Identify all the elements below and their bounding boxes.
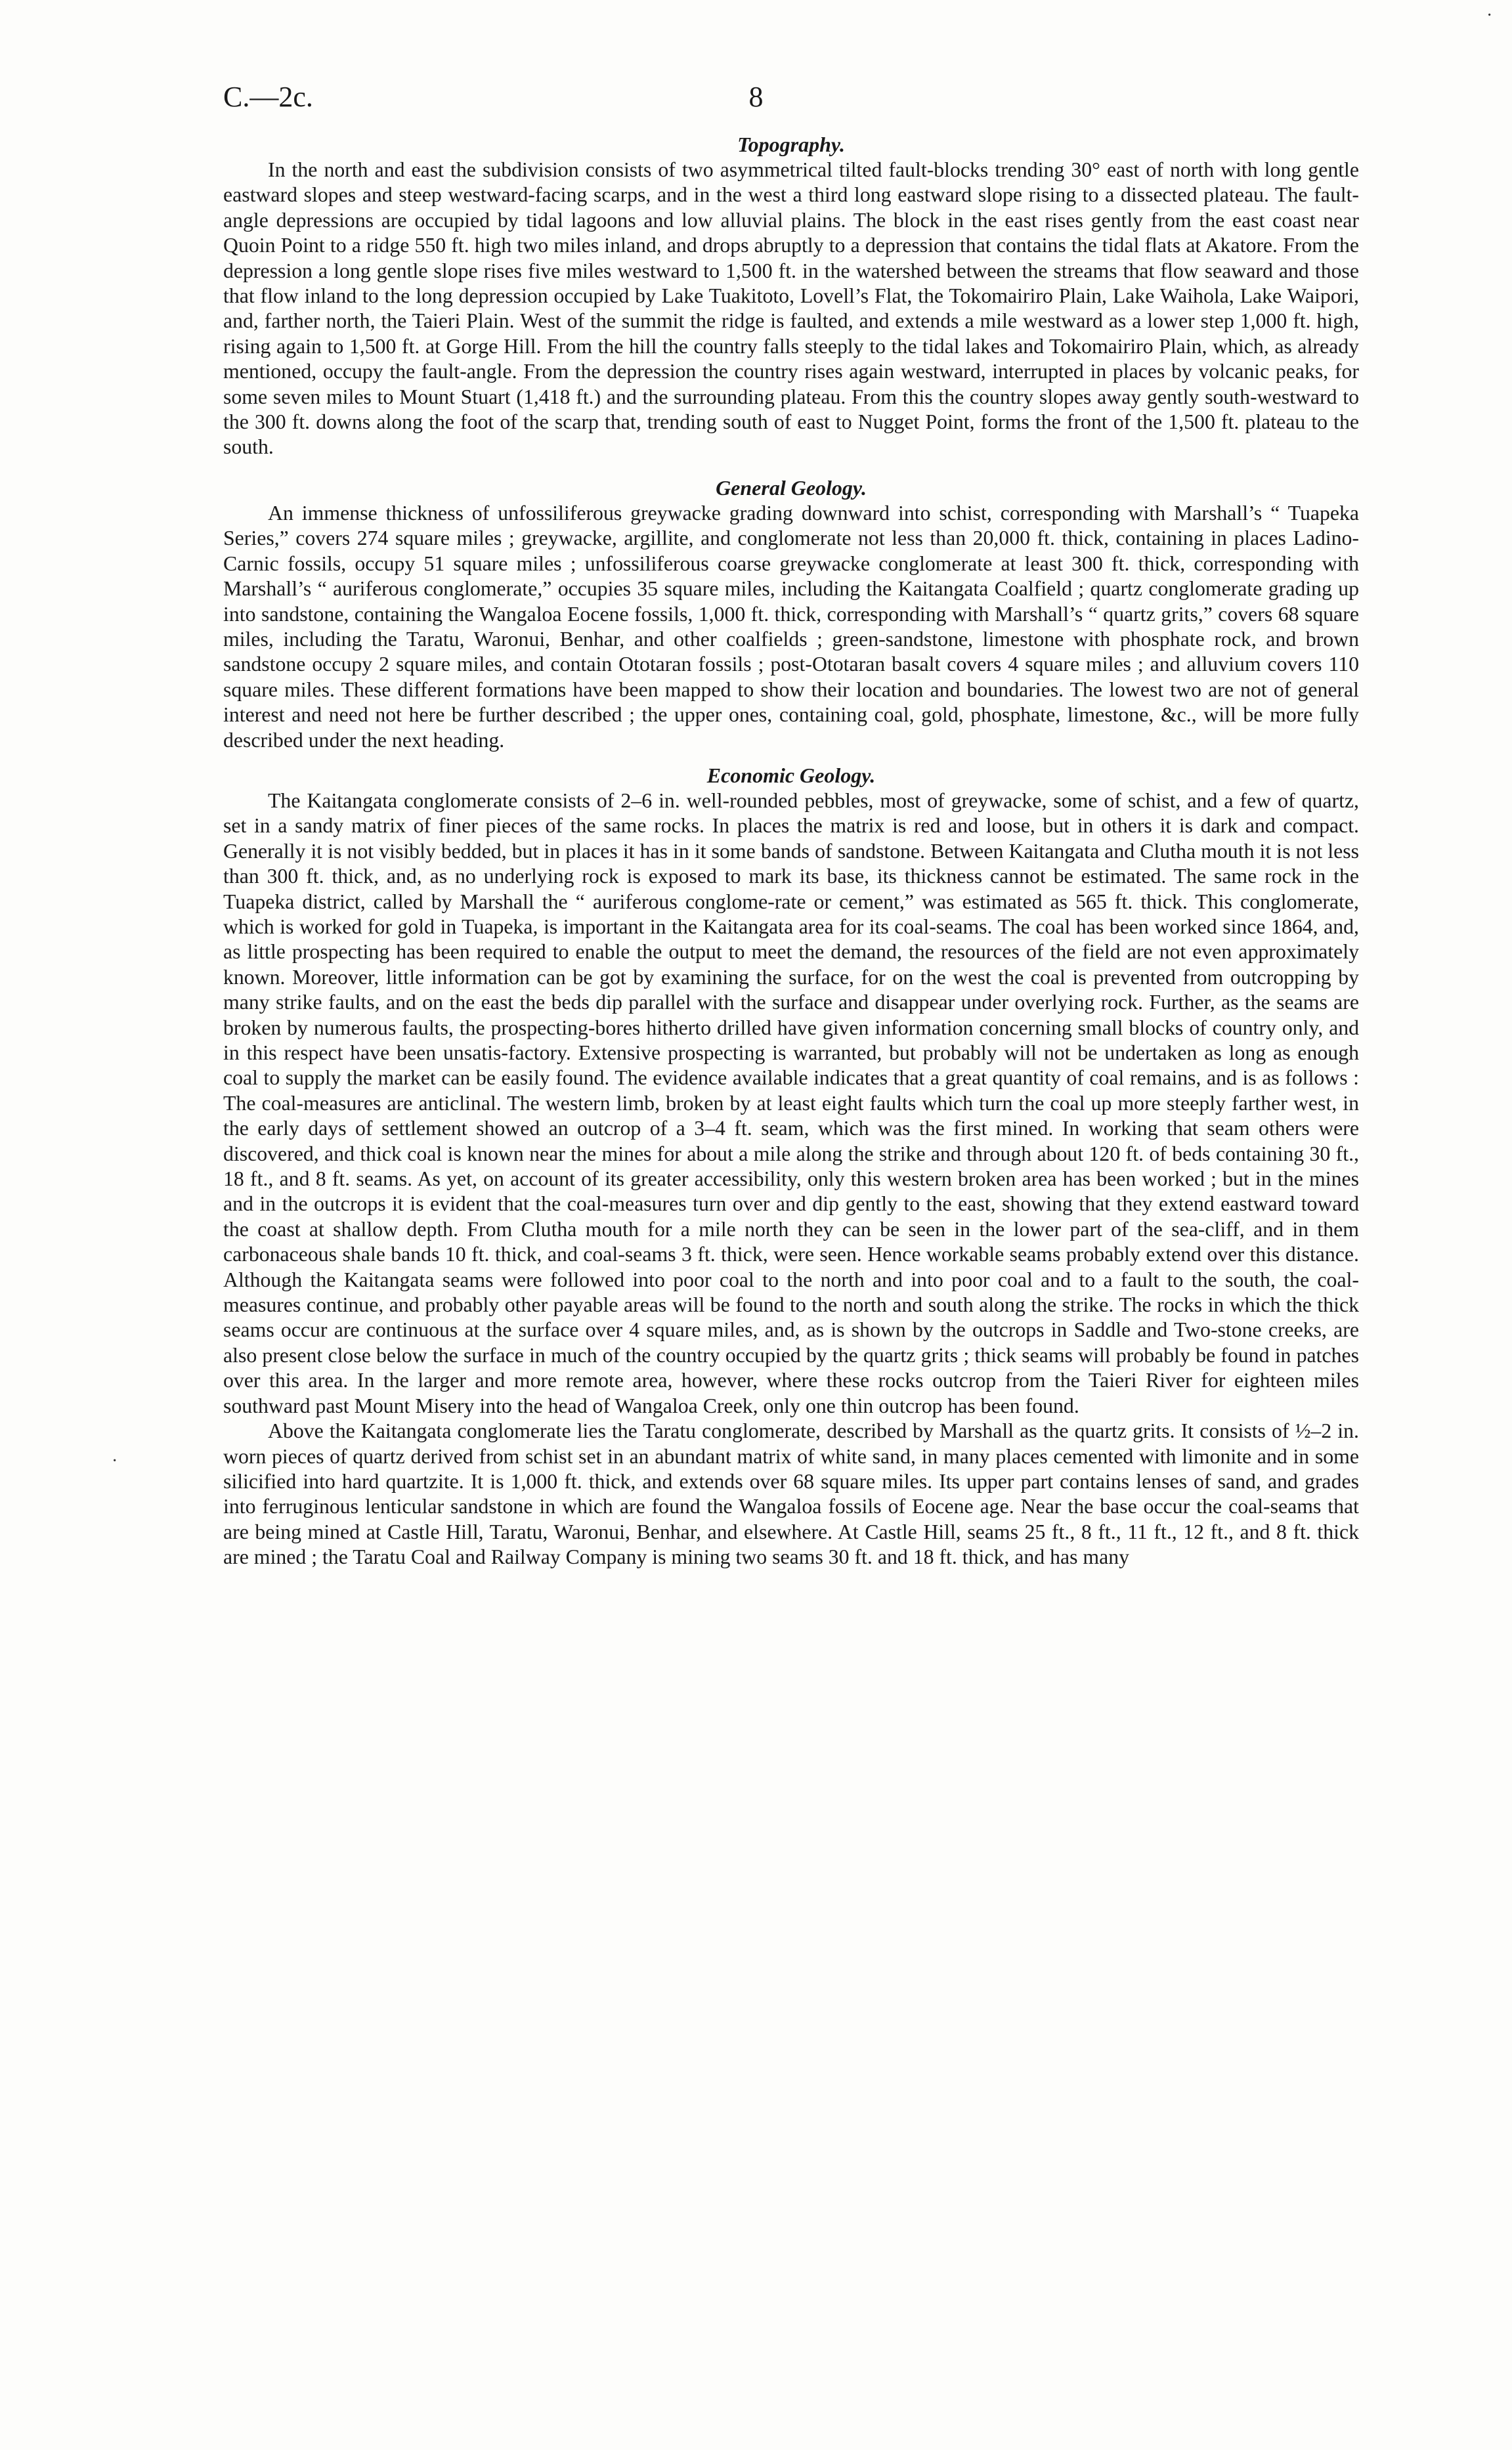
paragraph: In the north and east the subdivision consists of two asymmetrical tilted fault-blocks trending 30° east of north with long gentle eastward slopes and steep westward-facing scarps, and in the west a third long eastward slope rising to a dissected plateau. The fault-angle depressions are occupied by tidal lagoons and low alluvial plains. The block in the east rises gently from the east coast near Quoin Point to a ridge 550 ft. high two miles inland, and drops abruptly to a depression that contains the tidal flats at Akatore. From the depression a long gentle slope rises five miles westward to 1,500 ft. in the watershed between the streams that flow seaward and those that flow inland to the long depression occupied by Lake Tuakitoto, Lovell’s Flat, the Tokomairiro Plain, Lake Waihola, Lake Waipori, and, farther north, the Taieri Plain. West of the summit the ridge is faulted, and extends a mile westward as a lower step 1,000 ft. high, rising again to 1,500 ft. at Gorge Hill. From the hill the country falls steeply to the tidal lakes and Tokomairiro Plain, which, as already mentioned, occupy the fault-angle. From the depression the country rises again westward, interrupted in places by volcanic peaks, for some seven miles to Mount Stuart (1,418 ft.) and the surrounding plateau. From this the country slopes away gently south-westward to the 300 ft. downs along the foot of the scarp that, trending south of east to Nugget Point, forms the front of the 1,500 ft. plateau to the south. (223, 158, 1359, 459)
paragraph: An immense thickness of unfossiliferous greywacke grading downward into schist, corresponding with Marshall’s “ Tuapeka Series,” covers 274 square miles ; greywacke, argillite, and conglomerate not less than 20,000 ft. thick, containing in places Ladino-Carnic fossils, occupy 51 square miles ; unfossiliferous coarse greywacke conglomerate at least 300 ft. thick, corresponding with Marshall’s “ auriferous conglomerate,” occupies 35 square miles, including the Kaitangata Coalfield ; quartz conglomerate grading up into sandstone, containing the Wangaloa Eocene fossils, 1,000 ft. thick, corresponding with Marshall’s “ quartz grits,” covers 68 square miles, including the Taratu, Waronui, Benhar, and other coalfields ; green-sandstone, limestone with phosphate rock, and brown sandstone occupy 2 square miles, and contain Ototaran fossils ; post-Ototaran basalt covers 4 square miles ; and alluvium covers 110 square miles. These different formations have been mapped to show their location and boundaries. The lowest two are not of general interest and need not here be further described ; the upper ones, containing coal, gold, phosphate, limestone, &c., will be more fully described under the next heading. (223, 501, 1359, 752)
section-general-geology (223, 475, 1359, 753)
stray-mark: · (1486, 5, 1493, 26)
document-id: C.—2c. (223, 81, 313, 113)
section-heading-general-geology: General Geology. (716, 475, 867, 500)
page-body (223, 131, 1359, 1570)
stray-mark: · (112, 1451, 118, 1471)
paragraph: Above the Kaitangata conglomerate lies the Taratu conglomerate, described by Marshall as the quartz grits. It consists of ½–2 in. worn pieces of quartz derived from schist set in an abundant matrix of white sand, in many places cemented with limonite and in some silicified into hard quartzite. It is 1,000 ft. thick, and extends over 68 square miles. Its upper part contains lenses of sand, and grades into ferruginous lenticular sandstone in which are found the Wangaloa fossils of Eocene age. Near the base occur the coal-seams that are being mined at Castle Hill, Taratu, Waronui, Benhar, and elsewhere. At Castle Hill, seams 25 ft., 8 ft., 11 ft., 12 ft., and 8 ft. thick are mined ; the Taratu Coal and Railway Company is mining two seams 30 ft. and 18 ft. thick, and has many (223, 1419, 1359, 1569)
section-topography (223, 131, 1359, 460)
paragraph: The Kaitangata conglomerate consists of 2–6 in. well-rounded pebbles, most of greywacke, some of schist, and a few of quartz, set in a sandy matrix of finer pieces of the same rocks. In places the matrix is red and loose, but in others it is dark and compact. Generally it is not visibly bedded, but in places it has in it some bands of sandstone. Between Kaitangata and Clutha mouth it is not less than 300 ft. thick, and, as no underlying rock is exposed to mark its base, its thickness cannot be estimated. The same rock in the Tuapeka district, called by Marshall the “ auriferous conglome-rate or cement,” was estimated as 565 ft. thick. This conglomerate, which is worked for gold in Tuapeka, is important in the Kaitangata area for its coal-seams. The coal has been worked since 1864, and, as little prospecting has been required to enable the output to meet the demand, the resources of the field are not even approximately known. Moreover, little information can be got by examining the surface, for on the west the coal is prevented from outcropping by many strike faults, and on the east the beds dip parallel with the surface and disappear under overlying rock. Further, as the seams are broken by numerous faults, the prospecting-bores hitherto drilled have given information concerning small blocks of country only, and in this respect have been unsatis-factory. Extensive prospecting is warranted, but probably will not be undertaken as long as enough coal to supply the market can be easily found. The evidence available indicates that a great quantity of coal remains, and is as follows : The coal-measures are anticlinal. The western limb, broken by at least eight faults which turn the coal up more steeply farther west, in the early days of settlement showed an outcrop of a 3–4 ft. seam, which was the first mined. In working that seam others were discovered, and thick coal is known near the mines for about a mile along the strike and through about 120 ft. of beds containing 30 ft., 18 ft., and 8 ft. seams. As yet, on account of its greater accessibility, only this western broken area has been worked ; but in the mines and in the outcrops it is evident that the coal-measures turn over and dip gently to the east, showing that they extend eastward toward the coast at shallow depth. From Clutha mouth for a mile north they can be seen in the lower part of the sea-cliff, and in them carbonaceous shale bands 10 ft. thick, and coal-seams 3 ft. thick, were seen. Hence workable seams probably extend over this distance. Although the Kaitangata seams were followed into poor coal to the north and into poor coal and to a fault to the south, the coal-measures continue, and probably other payable areas will be found to the north and south along the strike. The rocks in which the thick seams occur are continuous at the surface over 4 square miles, and, as is shown by the outcrops in Saddle and Two-stone creeks, are also present close below the surface in much of the country occupied by the quartz grits ; thick seams will probably be found in patches over this area. In the larger and more remote area, however, where these rocks outcrop from the Taieri River for eighteen miles southward past Mount Misery into the head of Wangaloa Creek, only one thin outcrop has been found. (223, 788, 1359, 1417)
section-heading-economic-geology: Economic Geology. (706, 763, 876, 787)
section-economic-geology (223, 762, 1359, 1570)
page-number: 8 (748, 81, 764, 113)
section-heading-topography: Topography. (737, 133, 845, 156)
page-header (223, 80, 1289, 119)
